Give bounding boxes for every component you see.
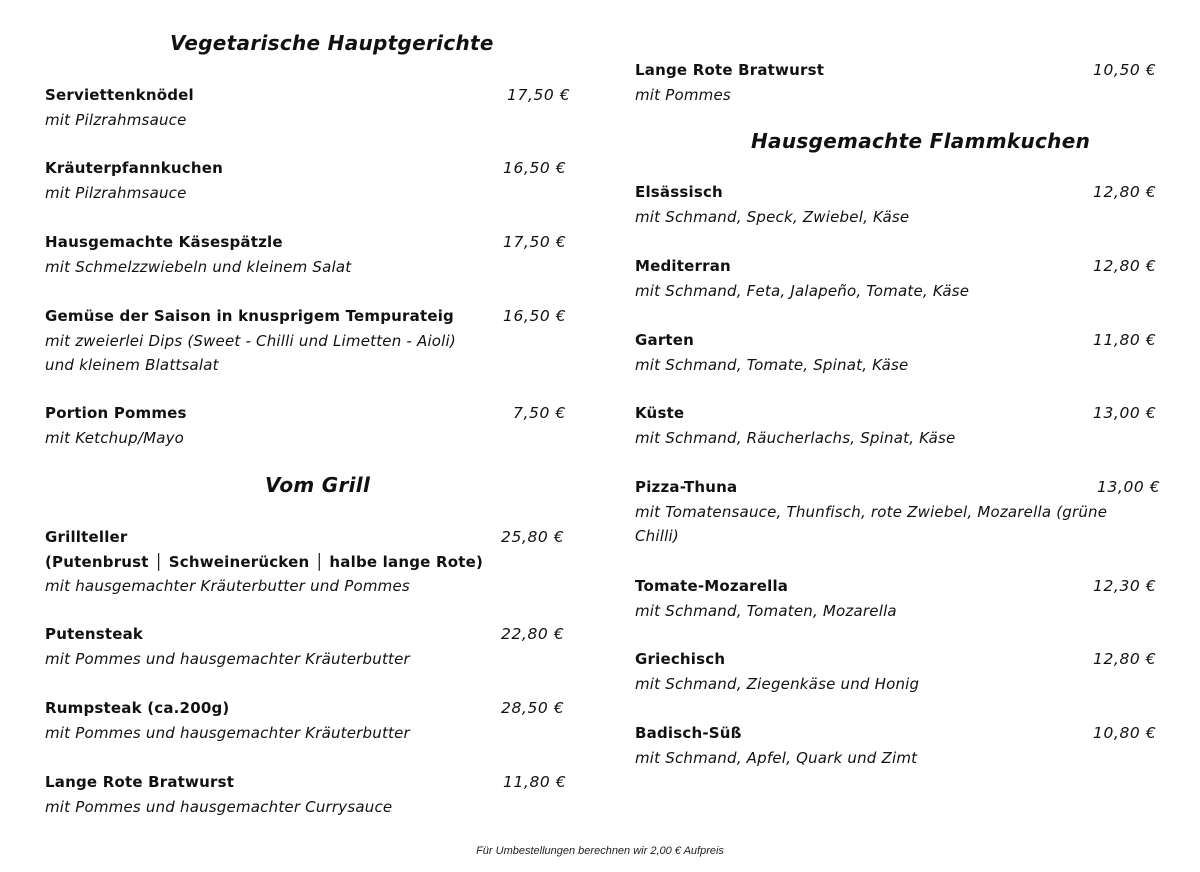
item-description xyxy=(45,426,585,451)
menu-item xyxy=(635,254,1170,303)
menu-item xyxy=(635,180,1170,229)
description-line: (Putenbrust │ Schweinerücken │ halbe lange Rote) xyxy=(45,552,484,571)
item-name: Gemüse der Saison in knusprigem Tempurateig xyxy=(45,307,454,325)
item-name: Grillteller xyxy=(45,528,128,546)
item-price: 16,50 € xyxy=(503,307,567,325)
description-line: mit Ketchup/Mayo xyxy=(45,428,185,447)
item-price: 22,80 € xyxy=(501,625,565,643)
item-price: 25,80 € xyxy=(501,528,565,546)
description-line: mit Schmand, Tomate, Spinat, Käse xyxy=(635,355,909,374)
item-name: Pizza-Thuna xyxy=(635,478,738,496)
item-description xyxy=(635,746,1170,771)
description-line: mit Pommes und hausgemachter Kräuterbutter xyxy=(45,649,410,668)
description-line: mit Schmand, Räucherlachs, Spinat, Käse xyxy=(635,428,956,447)
surcharge-note: Für Umbestellungen berechnen wir 2,00 € Aufpreis xyxy=(476,845,724,857)
item-name: Griechisch xyxy=(635,650,726,668)
item-price: 12,80 € xyxy=(1093,183,1157,201)
description-line: mit Pilzrahmsauce xyxy=(45,183,187,202)
item-name: Tomate-Mozarella xyxy=(635,577,789,595)
item-description xyxy=(45,721,585,746)
description-line: mit Schmand, Speck, Zwiebel, Käse xyxy=(635,207,910,226)
item-description xyxy=(635,426,1170,451)
item-price: 7,50 € xyxy=(513,404,566,422)
item-name: Serviettenknödel xyxy=(45,86,194,104)
item-price: 11,80 € xyxy=(503,773,567,791)
description-line: und kleinem Blattsalat xyxy=(45,356,219,374)
menu-item xyxy=(45,696,585,745)
item-description xyxy=(635,205,1170,230)
item-name: Elsässisch xyxy=(635,183,723,201)
description-line: Chilli) xyxy=(635,527,679,545)
menu-item xyxy=(635,58,1170,107)
menu-item xyxy=(45,622,585,671)
item-name: Mediterran xyxy=(635,257,731,275)
item-description xyxy=(635,500,1170,549)
description-line: mit Schmand, Apfel, Quark und Zimt xyxy=(635,748,918,767)
description-line: mit Pilzrahmsauce xyxy=(45,110,187,129)
item-description xyxy=(45,181,585,206)
section-title-grill: Vom Grill xyxy=(265,473,371,497)
item-price: 13,00 € xyxy=(1097,478,1161,496)
item-name: Küste xyxy=(635,404,685,422)
item-description xyxy=(45,255,585,280)
item-name: Portion Pommes xyxy=(45,404,187,422)
item-price: 12,80 € xyxy=(1093,650,1157,668)
item-description xyxy=(635,279,1170,304)
menu-item xyxy=(635,328,1170,377)
section-title-vegetarian: Vegetarische Hauptgerichte xyxy=(170,31,494,55)
menu-item xyxy=(45,83,585,132)
item-description xyxy=(45,647,585,672)
item-description xyxy=(635,672,1170,697)
item-description xyxy=(635,353,1170,378)
item-description xyxy=(45,108,585,133)
description-line: mit Schmand, Feta, Jalapeño, Tomate, Käse xyxy=(635,281,970,300)
menu-item xyxy=(45,525,585,599)
item-name: Kräuterpfannkuchen xyxy=(45,159,223,177)
description-line: mit Pommes und hausgemachter Currysauce xyxy=(45,797,393,816)
item-name: Hausgemachte Käsespätzle xyxy=(45,233,283,251)
description-line: mit Schmand, Tomaten, Mozarella xyxy=(635,601,897,620)
item-price: 11,80 € xyxy=(1093,331,1157,349)
menu-item xyxy=(635,401,1170,450)
menu-item xyxy=(45,156,585,205)
item-name: Lange Rote Bratwurst xyxy=(45,773,235,791)
item-name: Lange Rote Bratwurst xyxy=(635,61,825,79)
menu-item xyxy=(45,770,585,819)
menu-item xyxy=(635,475,1170,549)
menu-item xyxy=(45,401,585,450)
item-price: 17,50 € xyxy=(503,233,567,251)
menu-item xyxy=(45,304,585,378)
menu-item xyxy=(635,647,1170,696)
item-description xyxy=(635,83,1170,108)
description-line: mit Pommes xyxy=(635,85,731,104)
item-description xyxy=(45,550,585,599)
item-name: Garten xyxy=(635,331,695,349)
section-title-flammkuchen: Hausgemachte Flammkuchen xyxy=(751,129,1091,153)
description-line: mit Tomatensauce, Thunfisch, rote Zwiebel, Mozarella (grüne xyxy=(635,502,1108,521)
item-price: 10,80 € xyxy=(1093,724,1157,742)
description-line: mit Schmelzzwiebeln und kleinem Salat xyxy=(45,257,352,276)
item-name: Rumpsteak (ca.200g) xyxy=(45,699,230,717)
item-price: 12,80 € xyxy=(1093,257,1157,275)
description-line: mit zweierlei Dips (Sweet - Chilli und Limetten - Aioli) xyxy=(45,331,456,350)
description-line: mit Pommes und hausgemachter Kräuterbutter xyxy=(45,723,410,742)
item-description xyxy=(45,329,585,378)
item-price: 28,50 € xyxy=(501,699,565,717)
item-description xyxy=(45,795,585,820)
description-line: mit hausgemachter Kräuterbutter und Pommes xyxy=(45,577,410,595)
item-name: Putensteak xyxy=(45,625,144,643)
menu-item xyxy=(635,574,1170,623)
item-price: 10,50 € xyxy=(1093,61,1157,79)
description-line: mit Schmand, Ziegenkäse und Honig xyxy=(635,674,920,693)
item-price: 17,50 € xyxy=(507,86,571,104)
item-price: 16,50 € xyxy=(503,159,567,177)
item-price: 12,30 € xyxy=(1093,577,1157,595)
item-price: 13,00 € xyxy=(1093,404,1157,422)
menu-item xyxy=(45,230,585,279)
menu-item xyxy=(635,721,1170,770)
item-name: Badisch-Süß xyxy=(635,724,742,742)
item-description xyxy=(635,599,1170,624)
